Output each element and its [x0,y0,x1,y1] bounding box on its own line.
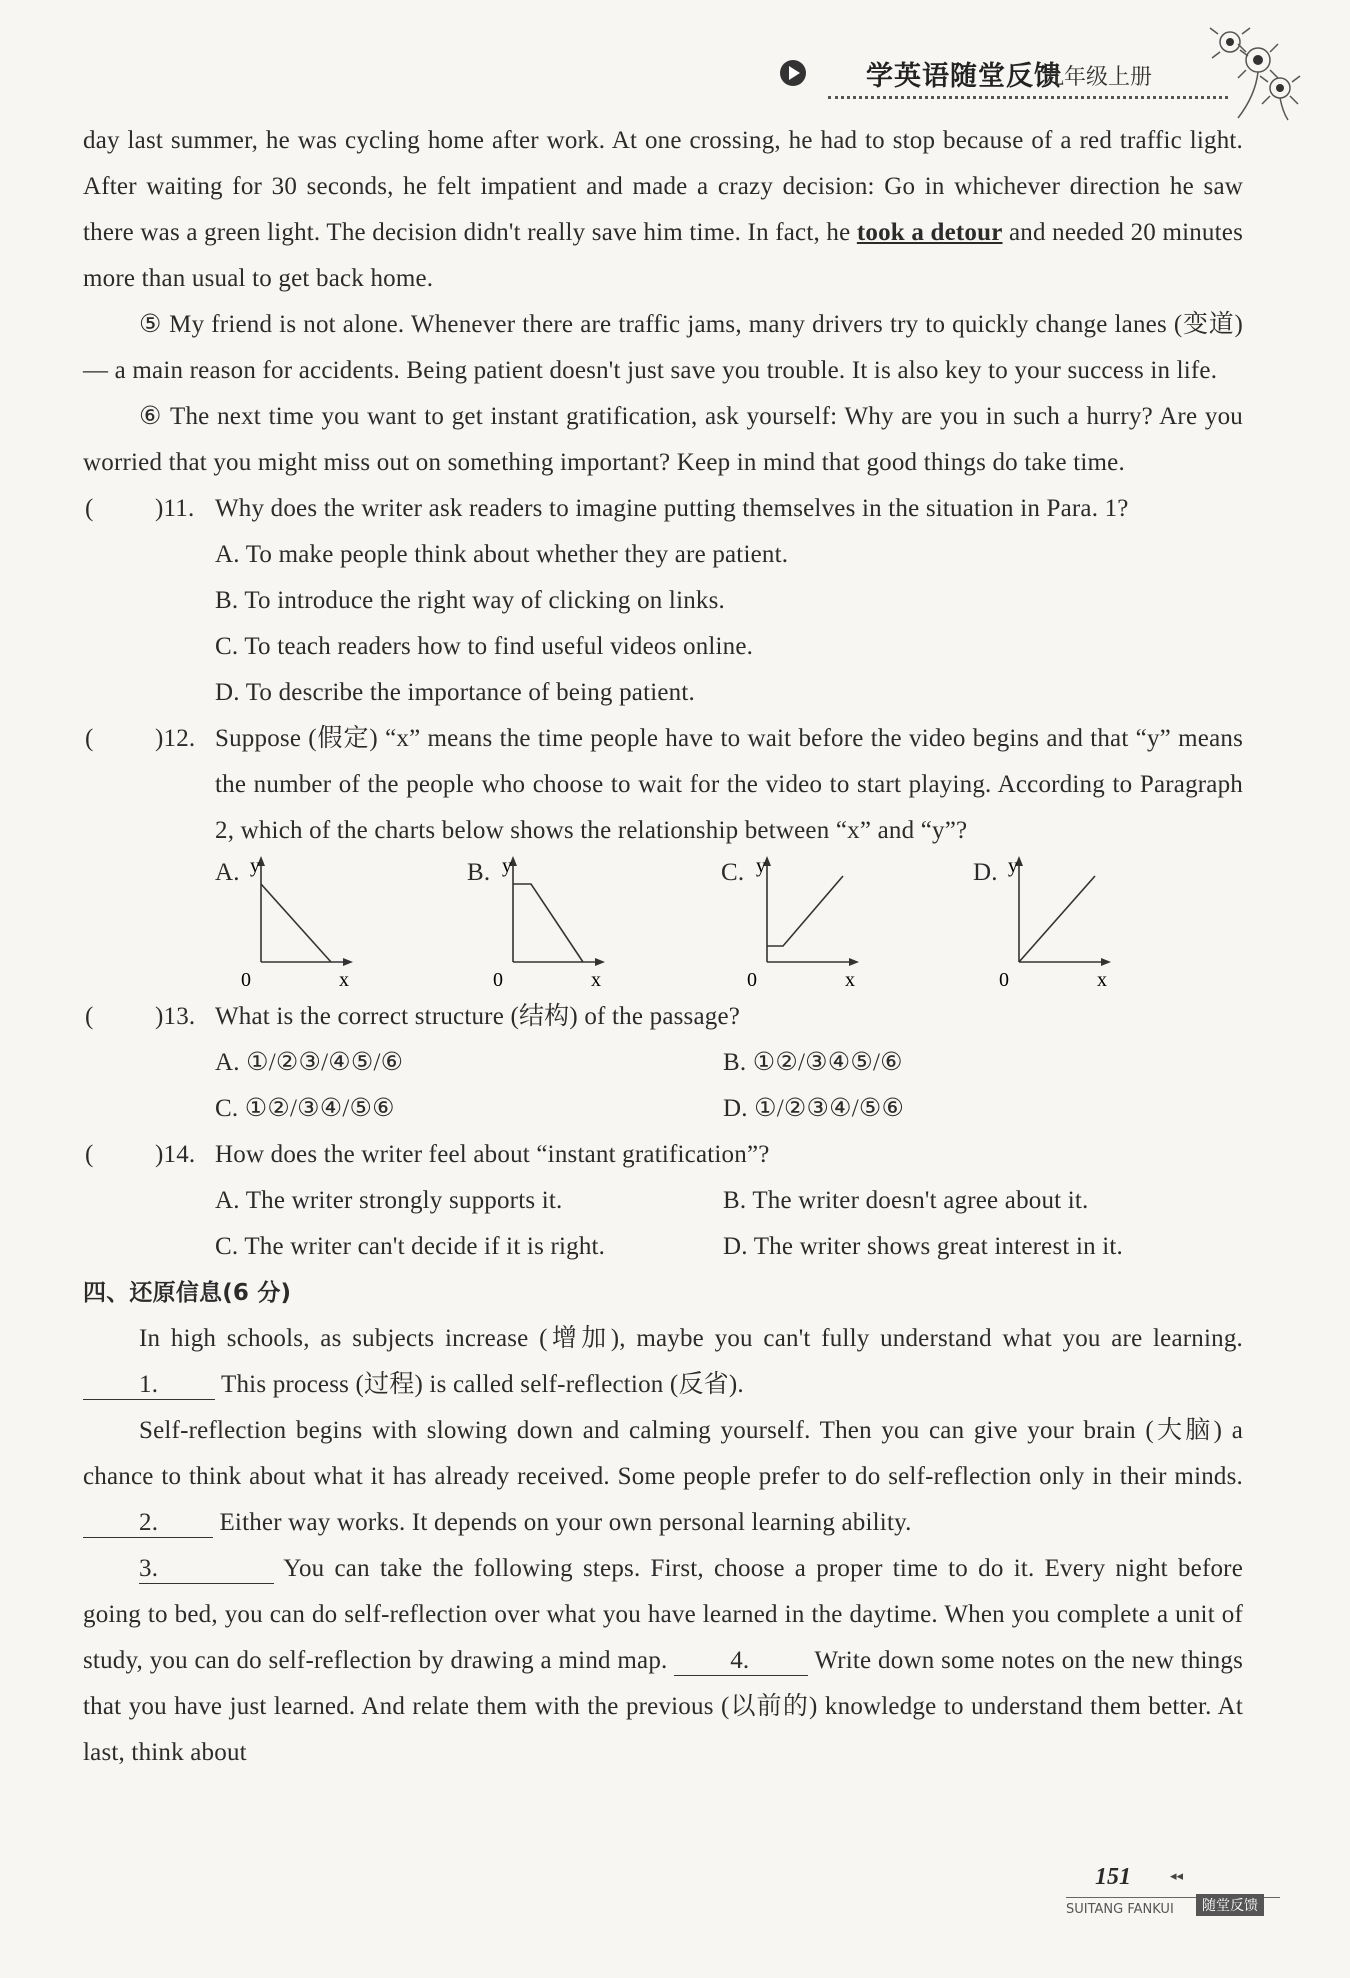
option-b: B. ①②/③④⑤/⑥ [723,1049,903,1076]
question-number: )13. [155,1003,196,1030]
fill-blank-1[interactable]: 1. [83,1371,215,1400]
chart-c [721,854,901,994]
paragraph-text: You can take the following steps. First, choose a proper time to do it. Every night before going to bed, you can do self-reflection over what you have learned in the daytime. When you complete a unit of study, you can do self-reflection by drawing a mind map. [83,1555,1243,1674]
chart-b-label: B. [467,859,491,886]
question-number: )11. [155,495,195,522]
y-axis-label: y [250,855,261,877]
option-a: A. The writer strongly supports it. [215,1187,563,1214]
option-b: B. To introduce the right way of clicking on links. [215,587,725,614]
paragraph-4 [83,118,1243,302]
section4-paragraph-3 [83,1546,1243,1776]
question-12 [83,716,1243,854]
header-divider [828,96,1228,99]
question-text: Why does the writer ask readers to imagine putting themselves in the situation in Para. 1? [215,495,1129,522]
chart-a-graph [241,854,379,994]
answer-blank[interactable]: ( [85,1141,94,1168]
question-11 [83,486,1243,532]
fill-blank-4[interactable]: 4. [674,1647,808,1676]
question-number: )12. [155,725,196,752]
question-text: How does the writer feel about “instant gratification”? [215,1141,770,1168]
reading-passage [83,118,1243,1776]
answer-charts [215,854,1243,994]
origin-label: 0 [999,969,1010,991]
option-a: A. To make people think about whether they are patient. [215,541,789,568]
section4-paragraph-1 [83,1316,1243,1408]
chart-c-label: C. [721,859,745,886]
x-axis-label: x [591,969,602,991]
chart-d-graph [999,854,1137,994]
question-number: )14. [155,1141,196,1168]
option-b: B. The writer doesn't agree about it. [723,1187,1089,1214]
chart-a [215,854,395,994]
paragraph-4-text: day last summer, he was cycling home after work. At one crossing, he had to stop because of a red traffic light. After waiting for 30 seconds, he felt impatient and made a crazy decision: Go in whichever direction he saw there was a green light. The decision didn't really save him time. In fact, he [83,127,1243,246]
option-c: C. To teach readers how to find useful videos online. [215,633,754,660]
paragraph-4-end: and needed 20 minutes more than usual to get back home. [83,219,1244,292]
footer-brand-cn: 随堂反馈 [1196,1894,1264,1916]
chart-d-label: D. [973,859,998,886]
section-heading: 四、还原信息(6 分) [83,1280,292,1306]
options-row [83,1224,1243,1270]
y-axis-label: y [756,855,767,877]
question-13 [83,994,1243,1040]
paragraph-text: Self-reflection begins with slowing down and calming yourself. Then you can give your brain (大脑) a chance to think about what it has already received. Some people prefer to do self-reflection only in their minds. [83,1417,1243,1490]
chart-b-graph [493,854,631,994]
grade-label: 九年级上册 [1042,65,1153,90]
paragraph-text: Either way works. It depends on your own personal learning ability. [213,1509,912,1536]
paragraph-text: In high schools, as subjects increase (增加), maybe you can't fully understand what you are learning. [139,1325,1243,1352]
play-icon [780,60,806,86]
paragraph-5: ⑤ My friend is not alone. Whenever there are traffic jams, many drivers try to quickly change lanes (变道) — a main reason for accidents. Being patient doesn't just save you trouble. It is also key to your success in life. [83,311,1243,384]
origin-label: 0 [493,969,504,991]
option-a: A. ①/②③/④⑤/⑥ [215,1049,404,1076]
origin-label: 0 [747,969,758,991]
section4-paragraph-2 [83,1408,1243,1546]
answer-blank[interactable]: ( [85,725,94,752]
answer-blank[interactable]: ( [85,1003,94,1030]
y-axis-label: y [1008,855,1019,877]
page-header [780,52,1250,102]
option-d: D. ①/②③④/⑤⑥ [723,1095,905,1122]
chart-b [467,854,647,994]
y-axis-label: y [502,855,513,877]
back-arrows-icon: ◂◂ [1170,1868,1184,1883]
option-c: C. ①②/③④/⑤⑥ [215,1095,395,1122]
option-d: D. To describe the importance of being patient. [215,679,695,706]
options-row [83,1178,1243,1224]
paragraph-6: ⑥ The next time you want to get instant gratification, ask yourself: Why are you in such a hurry? Are you worried that you might miss out on something important? Keep in mind that good things do take time. [83,403,1243,476]
question-text: Suppose (假定) “x” means the time people have to wait before the video begins and that “y” means the number of the people who choose to wait for the video to start playing. According to Paragraph 2, which of the charts below shows the relationship between “x” and “y”? [215,725,1243,844]
options-row [83,1040,1243,1086]
option-d: D. The writer shows great interest in it. [723,1233,1124,1260]
book-title: 学英语随堂反馈 [866,61,1062,92]
chart-d [973,854,1153,994]
paragraph-text: Write down some notes on the new things that you have just learned. And relate them with the previous (以前的) knowledge to understand them better. At last, think about [83,1647,1243,1766]
options-row [83,1086,1243,1132]
x-axis-label: x [1097,969,1108,991]
x-axis-label: x [845,969,856,991]
chart-c-graph [747,854,885,994]
sunflower-decoration-icon [1198,20,1308,120]
answer-blank[interactable]: ( [85,495,94,522]
fill-blank-3[interactable]: 3. [139,1555,274,1584]
x-axis-label: x [339,969,350,991]
chart-a-label: A. [215,859,240,886]
underlined-phrase: took a detour [856,219,1003,246]
page-number: 151 [1095,1864,1131,1890]
origin-label: 0 [241,969,252,991]
option-c: C. The writer can't decide if it is right. [215,1233,606,1260]
fill-blank-2[interactable]: 2. [83,1509,213,1538]
paragraph-text: This process (过程) is called self-reflection (反省). [215,1371,744,1398]
footer-brand-en: SUITANG FANKUI [1066,1902,1174,1917]
question-14 [83,1132,1243,1178]
question-text: What is the correct structure (结构) of the passage? [215,1003,741,1030]
